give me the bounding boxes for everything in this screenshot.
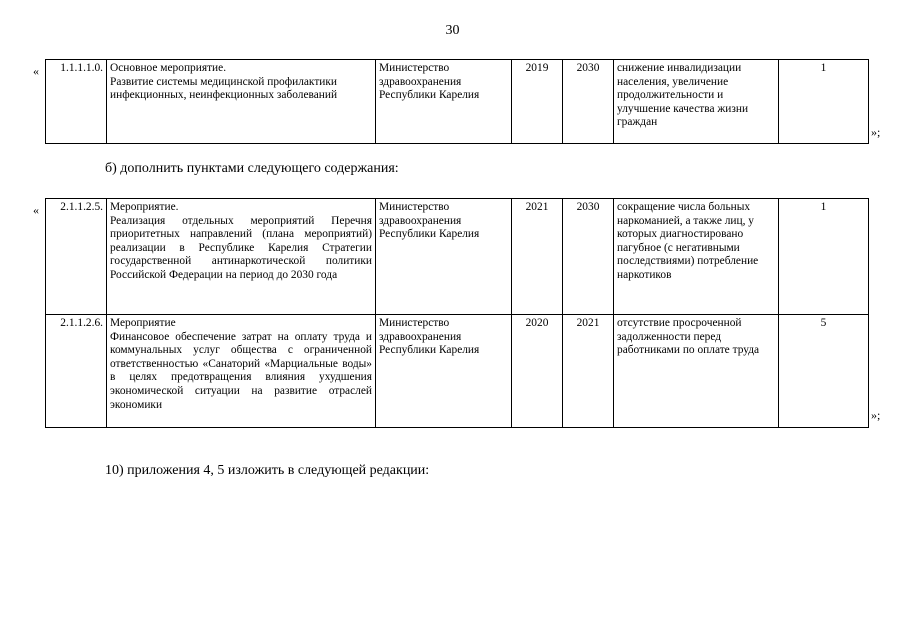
table-2: [45, 198, 869, 428]
row-year-end: 2030: [563, 199, 614, 315]
heading-b: б) дополнить пунктами следующего содержания:: [105, 161, 399, 176]
heading-10: 10) приложения 4, 5 изложить в следующей редакции:: [105, 463, 430, 478]
row-indicator: 5: [779, 315, 869, 428]
row-executor: Министерство здравоохранения Республики Карелия: [376, 60, 512, 144]
row-executor: Министерство здравоохранения Республики Карелия: [376, 199, 512, 315]
table-row: [46, 315, 869, 428]
row-name-text: Реализация отдельных мероприятий Перечня приоритетных направлений (плана мероприятий) реализации в Республике Карелия Стратегии государственной антинаркотической политики Российской Федерации на период до 2030 года: [110, 214, 372, 281]
row-result: отсутствие просроченной задолженности перед работниками по оплате труда: [614, 315, 779, 428]
quote-open-2: «: [33, 203, 39, 217]
quote-close-2: »;: [871, 408, 881, 422]
table-row: [46, 199, 869, 315]
row-name: [107, 315, 376, 428]
table-1: [45, 59, 869, 144]
row-result: снижение инвалидизации населения, увеличение продолжительности и улучшение качества жизни граждан: [614, 60, 779, 144]
row-name-title: Мероприятие: [110, 317, 176, 329]
row-name-text: Развитие системы медицинской профилактики инфекционных, неинфекционных заболеваний: [110, 75, 338, 102]
row-name: [107, 60, 376, 144]
row-number: 2.1.1.2.6.: [46, 315, 107, 428]
row-year-end: 2021: [563, 315, 614, 428]
row-year-start: 2019: [512, 60, 563, 144]
row-number: 2.1.1.2.5.: [46, 199, 107, 315]
row-year-start: 2021: [512, 199, 563, 315]
row-indicator: 1: [779, 60, 869, 144]
row-result: сокращение числа больных наркоманией, а также лиц, у которых диагностировано пагубное (с негативными последствиями) потребление наркотиков: [614, 199, 779, 315]
page-number: 30: [445, 23, 460, 38]
row-executor: Министерство здравоохранения Республики Карелия: [376, 315, 512, 428]
row-name-text: Финансовое обеспечение затрат на оплату труда и коммунальных услуг общества с ограниченной ответственностью «Санаторий «Марциальные воды» в целях предотвращения влияния ухудшения экономической ситуации на развитие отраслей экономики: [110, 330, 372, 411]
row-name-title: Мероприятие.: [110, 201, 179, 213]
quote-open-1: «: [33, 64, 39, 78]
row-number: 1.1.1.1.0.: [46, 60, 107, 144]
row-year-start: 2020: [512, 315, 563, 428]
row-indicator: 1: [779, 199, 869, 315]
table-row: [46, 60, 869, 144]
quote-close-1: »;: [871, 125, 881, 139]
row-name-title: Основное мероприятие.: [110, 62, 227, 74]
row-name: [107, 199, 376, 315]
row-year-end: 2030: [563, 60, 614, 144]
